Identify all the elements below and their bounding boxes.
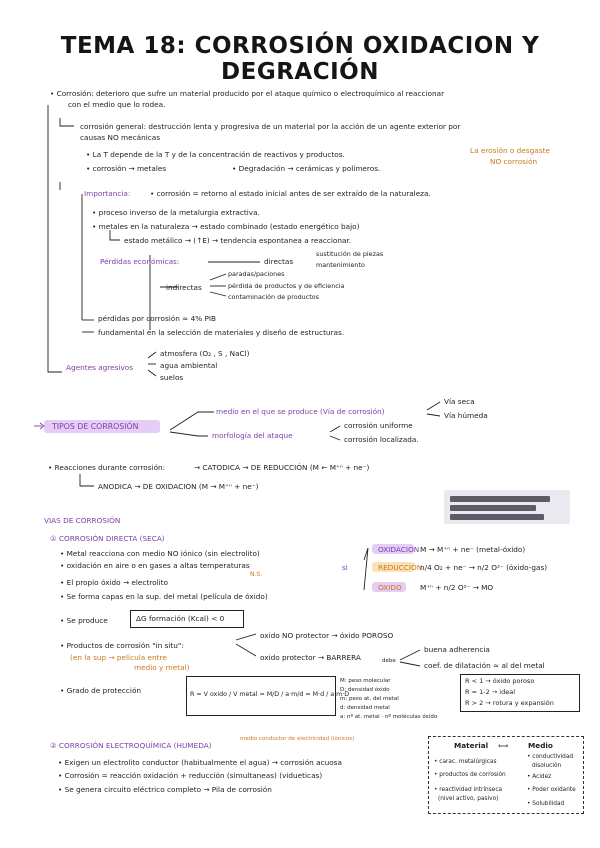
tipos-heading: TIPOS DE CORROSIÓN [52,422,139,431]
humeda-point-2: • Corrosión = reacción oxidación + reducción (simultaneas) (vidueticas) [58,771,323,780]
directas-mantenimiento: mantenimiento [316,261,365,269]
agente-suelos: suelos [160,373,184,382]
metales-naturaleza: • metales en la naturaleza → estado combinado (estado energético bajo) [92,222,360,231]
material-item-3b: (nivel activo, pasivo) [438,796,499,802]
perdidas-indirectas: indirectas [166,283,202,292]
proceso-inverso: • proceso inverso de la metalurgia extractiva. [92,208,260,217]
reaccion-catodica: → CATODICA → DE REDUCCIÓN (M ← M⁺ⁿ + ne⁻) [194,463,370,472]
oxidacion-label: OXIDACION [378,545,420,554]
depende-note: • La T depende de la T y de la concentración de reactivos y productos. [86,150,345,159]
page-title: TEMA 18: CORROSIÓN OXIDACION Y DEGRACIÓN [60,33,540,85]
directas-sustitucion: sustitución de piezas [316,250,384,258]
en-superficie: (en la sup → película entre [70,653,167,662]
importancia-def: • corrosión = retorno al estado inicial antes de ser extraído de la naturaleza. [150,189,431,198]
medio-item-2: • Acidez [527,774,552,780]
legend-m: M: peso molecular [340,678,391,684]
seca-point-2: • oxidación en aire o en gases a altas temperaturas [60,561,250,570]
perdidas-heading: Pérdidas económicas: [100,257,180,266]
indirectas-paradas: paradas/paciones [228,270,285,278]
medio-item-4: • Solubilidad [527,801,565,807]
importancia-heading: Importancia: [84,189,131,198]
oxido-label: OXIDO [378,583,402,592]
agentes-heading: Agentes agresivos [66,363,134,372]
medio-item-3: • Poder oxidante [527,787,576,793]
oxido-eq: M⁺ⁿ + n/2 O²⁻ → MO [420,583,494,592]
legend-mm: m: peso at. del metal [340,696,399,702]
seca-point-1: • Metal reacciona con medio NO iónico (sin electrolito) [60,549,260,558]
si-label: si [342,563,348,572]
legend-a: a: nº at. metal · nº moléculas óxido [340,714,438,720]
se-produce: • Se produce [60,616,108,625]
reduccion-eq: n/4 O₂ + ne⁻ → n/2 O²⁻ (óxido-gas) [420,563,548,572]
legend-d: d: densidad metal [340,705,390,711]
medio-label: Medio [528,741,553,750]
material-item-1: • carac. metalúrgicas [434,759,497,765]
en-superficie-cont: medio y metal) [134,663,190,672]
coef-dilatacion: coef. de dilatación ≈ al del metal [424,661,545,670]
material-label: Material [454,741,489,750]
seca-point-4: • Se forma capas en la sup. del metal (película de óxido) [60,592,268,601]
material-item-3: • reactividad intrínseca [434,787,503,793]
r-equation: R = V oxido / V metal = M/D / a·m/d = M·d / a·m·D [190,691,350,698]
buena-adherencia: buena adherencia [424,645,490,654]
corrosion-localizada: corrosión localizada. [344,435,419,444]
estado-metalico: estado metálico → (↑E) → tendencia espontanea a reaccionar. [124,236,352,245]
corrosion-metales: • corrosión → metales [86,164,167,173]
via-seca: Vía seca [444,397,475,406]
perdidas-directas: directas [264,257,294,266]
vias-heading: VIAS DE CORROSIÓN [44,516,121,525]
corrosion-definition: • Corrosión: deterioro que sufre un material producido por el ataque químico o electroquímico al reaccionar [50,89,445,98]
reaccion-anodica: ANODICA → DE OXIDACION (M → M⁺ⁿ + ne⁻) [98,482,259,491]
oxido-protector: oxido protector → BARRERA [260,653,361,662]
humeda-note: medio conductor de electricidad (iónicos) [240,736,355,742]
tipos-morfologia: morfología del ataque [212,431,293,440]
thumbnail-row [450,505,536,511]
thumbnail-row [450,514,544,520]
via-seca-heading: ① CORROSIÓN DIRECTA (SECA) [50,534,165,543]
tipos-medio: medio en el que se produce (Vía de corrosión) [216,407,385,416]
corrosion-definition-cont: con el medio que lo rodea. [68,100,166,109]
indirectas-contaminacion: contaminación de productos [228,293,319,301]
indirectas-perdida: pérdida de productos y de eficiencia [228,282,345,290]
r-range-2: R = 1-2 → ideal [465,688,516,696]
humeda-point-3: • Se genera circuito eléctrico completo → Pila de corrosión [58,785,272,794]
r-range-3: R > 2 → rotura y expansión [465,699,554,707]
oxidacion-eq: M → M⁺ⁿ + ne⁻ (metal-óxido) [420,545,526,554]
agente-agua: agua ambiental [160,361,218,370]
oxido-no-protector: oxido NO protector → óxido POROSO [260,631,394,640]
thumbnail-row [450,496,550,502]
seca-note-ns: N.S. [250,571,263,578]
delta-g-text: ΔG formación (Kcal) < 0 [136,614,225,623]
via-humeda: Vía húmeda [444,411,488,420]
seca-point-3: • El propio óxido → electrolito [60,578,168,587]
corrosion-uniforme: corrosión uniforme [344,421,413,430]
corrosion-general: corrosión general: destrucción lenta y progresiva de un material por la acción de un agente exterior por [80,122,461,131]
degradacion-note: • Degradación → cerámicas y polímeros. [232,164,381,173]
agente-atmosfera: atmosfera (O₂ , S , NaCl) [160,349,250,358]
legend-D: D: densidad óxido [340,687,390,693]
medio-item-1: • conductividad [527,754,574,760]
debe-label: debe [382,658,396,664]
humeda-point-1: • Exigen un electrolito conductor (habitualmente el agua) → corrosión acuosa [58,758,342,767]
perdidas-pib: pérdidas por corrosión ≈ 4% PIB [98,314,217,323]
fundamental-seleccion: fundamental en la selección de materiales y diseño de estructuras. [98,328,345,337]
medio-item-1b: disolución [532,763,562,769]
side-note-erosion: La erosión o desgaste [470,146,550,155]
reduccion-label: REDUCCIÓN [378,563,423,572]
double-arrow-icon: ⟺ [498,741,509,750]
side-note-no-corrosion: NO corrosión [490,157,538,166]
grado-proteccion: • Grado de protección [60,686,142,695]
via-humeda-heading: ② CORROSIÓN ELECTROQUÍMICA (HUMEDA) [50,741,212,750]
productos-in-situ: • Productos de corrosión "in situ": [60,641,184,650]
material-item-2: • productos de corrosión [434,772,506,778]
embedded-image-thumbnail [444,490,570,524]
r-range-1: R < 1 → óxido poroso [465,677,535,685]
reacciones-heading: • Reacciones durante corrosión: [48,463,166,472]
corrosion-general-cont: causas NO mecánicas [80,133,161,142]
